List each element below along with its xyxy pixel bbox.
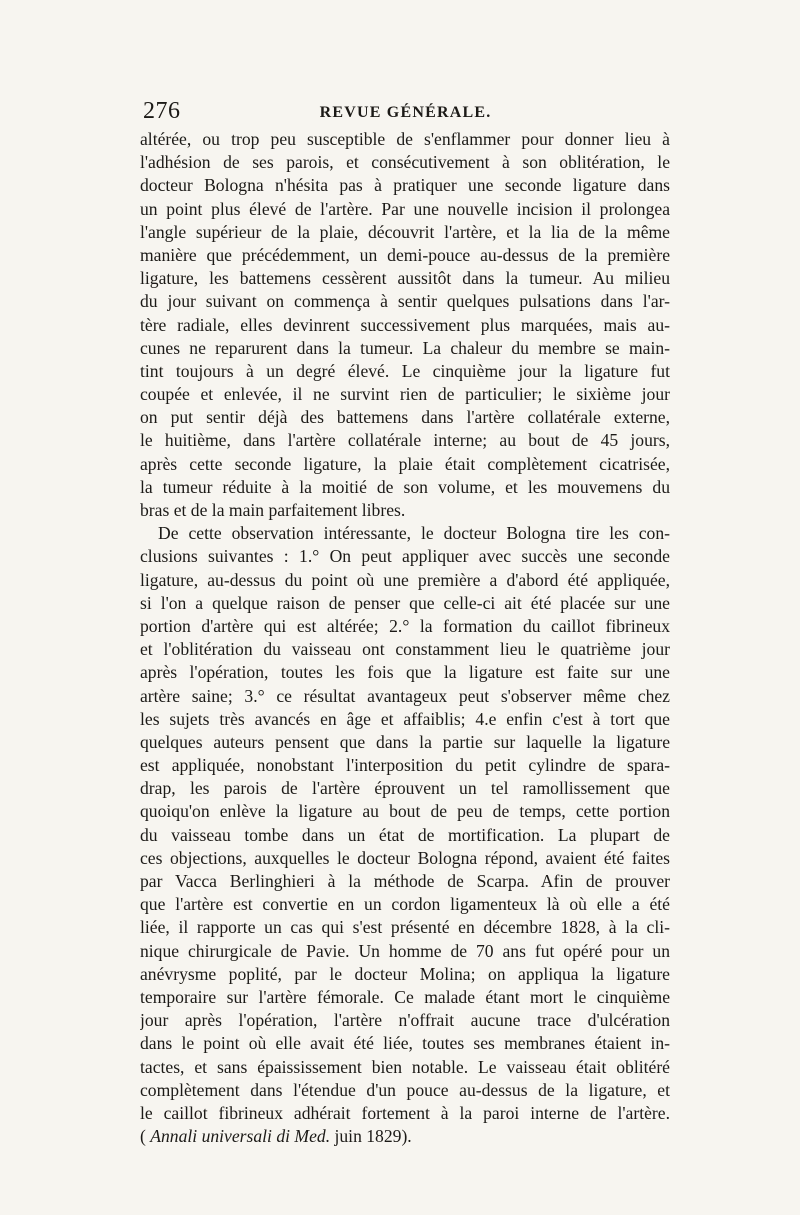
- text-line: que l'artère est convertie en un cordon ligamenteux là où elle a été: [140, 894, 670, 915]
- text-line: nique chirurgicale de Pavie. Un homme de 70 ans fut opéré pour un: [140, 940, 670, 961]
- text-line: portion d'artère qui est altérée; 2.° la formation du caillot fibrineux: [140, 615, 670, 636]
- text-line: quelques auteurs pensent que dans la partie sur laquelle la ligature: [140, 731, 670, 752]
- text-line: complètement dans l'étendue d'un pouce au-dessus de la ligature, et: [140, 1079, 670, 1100]
- text-line: les sujets très avancés en âge et affaiblis; 4.e enfin c'est à tort que: [140, 708, 670, 729]
- text-line: coupée et enlevée, il ne survint rien de particulier; le sixième jour: [140, 384, 670, 405]
- page-number: 276: [143, 98, 181, 124]
- text-line: anévrysme poplité, par le docteur Molina; on appliqua la ligature: [140, 963, 670, 984]
- text-line: dans le point où elle avait été liée, toutes ses membranes étaient in-: [140, 1033, 670, 1054]
- page-header: [143, 98, 668, 126]
- text-line: un point plus élevé de l'artère. Par une nouvelle incision il prolongea: [140, 198, 670, 219]
- text-line: ligature, au-dessus du point où une première a d'abord été appliquée,: [140, 569, 670, 590]
- text-line: bras et de la main parfaitement libres.: [140, 500, 406, 520]
- text-line: le caillot fibrineux adhérait fortement à la paroi interne de l'artère.: [140, 1102, 670, 1123]
- text-line: De cette observation intéressante, le docteur Bologna tire les con-: [158, 523, 670, 544]
- text-line: l'adhésion de ses parois, et consécutivement à son oblitération, le: [140, 152, 670, 173]
- text-line: par Vacca Berlinghieri à la méthode de Scarpa. Afin de prouver: [140, 871, 670, 891]
- text-line: tint toujours à un degré élevé. Le cinquième jour la ligature fut: [140, 360, 670, 381]
- text-line: manière que précédemment, un demi-pouce au-dessus de la première: [140, 244, 670, 265]
- text-line: si l'on a quelque raison de penser que celle-ci ait été placée sur une: [140, 592, 670, 613]
- running-head: REVUE GÉNÉRALE.: [319, 104, 492, 121]
- text-line: est appliquée, nonobstant l'interposition du petit cylindre de spara-: [140, 755, 670, 776]
- text-line: ligature, les battemens cessèrent aussitôt dans la tumeur. Au milieu: [140, 268, 670, 289]
- text-line: docteur Bologna n'hésita pas à pratiquer une seconde ligature dans: [140, 175, 670, 196]
- text-line: du vaisseau tombe dans un état de mortification. La plupart de: [140, 824, 670, 845]
- text-line: cunes ne reparurent dans la tumeur. La chaleur du membre se main-: [140, 337, 670, 358]
- text-line: altérée, ou trop peu susceptible de s'enflammer pour donner lieu à: [140, 129, 670, 149]
- text-line: liée, il rapporte un cas qui s'est présenté en décembre 1828, à la cli-: [140, 917, 670, 938]
- citation-open: (: [140, 1126, 151, 1147]
- text-line: clusions suivantes : 1.° On peut appliquer avec succès une seconde: [140, 546, 670, 567]
- citation-line: [140, 1125, 670, 1148]
- text-line: le huitième, dans l'artère collatérale interne; au bout de 45 jours,: [140, 430, 670, 451]
- text-line: jour après l'opération, l'artère n'offrait aucune trace d'ulcération: [140, 1010, 670, 1031]
- text-line: et l'oblitération du vaisseau ont constamment lieu le quatrième jour: [140, 639, 670, 660]
- text-line: temporaire sur l'artère fémorale. Ce malade étant mort le cinquième: [140, 986, 670, 1007]
- citation-journal: Annali universali di Med.: [150, 1126, 331, 1147]
- text-line: après l'opération, toutes les fois que la ligature est faite sur une: [140, 662, 670, 683]
- text-line: ces objections, auxquelles le docteur Bologna répond, avaient été faites: [140, 847, 670, 868]
- body-text: [140, 128, 670, 1148]
- text-line: on put sentir déjà des battemens dans l'artère collatérale externe,: [140, 407, 670, 428]
- text-line: la tumeur réduite à la moitié de son volume, et les mouvemens du: [140, 476, 670, 497]
- text-line: l'angle supérieur de la plaie, découvrit l'artère, et la lia de la même: [140, 221, 670, 242]
- text-line: drap, les parois de l'artère éprouvent un tel ramollissement que: [140, 778, 670, 799]
- text-line: après cette seconde ligature, la plaie était complètement cicatrisée,: [140, 453, 670, 474]
- citation-date: juin 1829).: [330, 1126, 412, 1147]
- text-line: du jour suivant on commença à sentir quelques pulsations dans l'ar-: [140, 291, 670, 312]
- text-line: quoiqu'on enlève la ligature au bout de peu de temps, cette portion: [140, 801, 670, 822]
- text-line: artère saine; 3.° ce résultat avantageux peut s'observer même chez: [140, 685, 670, 706]
- text-line: tactes, et sans épaississement bien notable. Le vaisseau était oblitéré: [140, 1056, 670, 1077]
- text-line: tère radiale, elles devinrent successivement plus marquées, mais au-: [140, 314, 670, 335]
